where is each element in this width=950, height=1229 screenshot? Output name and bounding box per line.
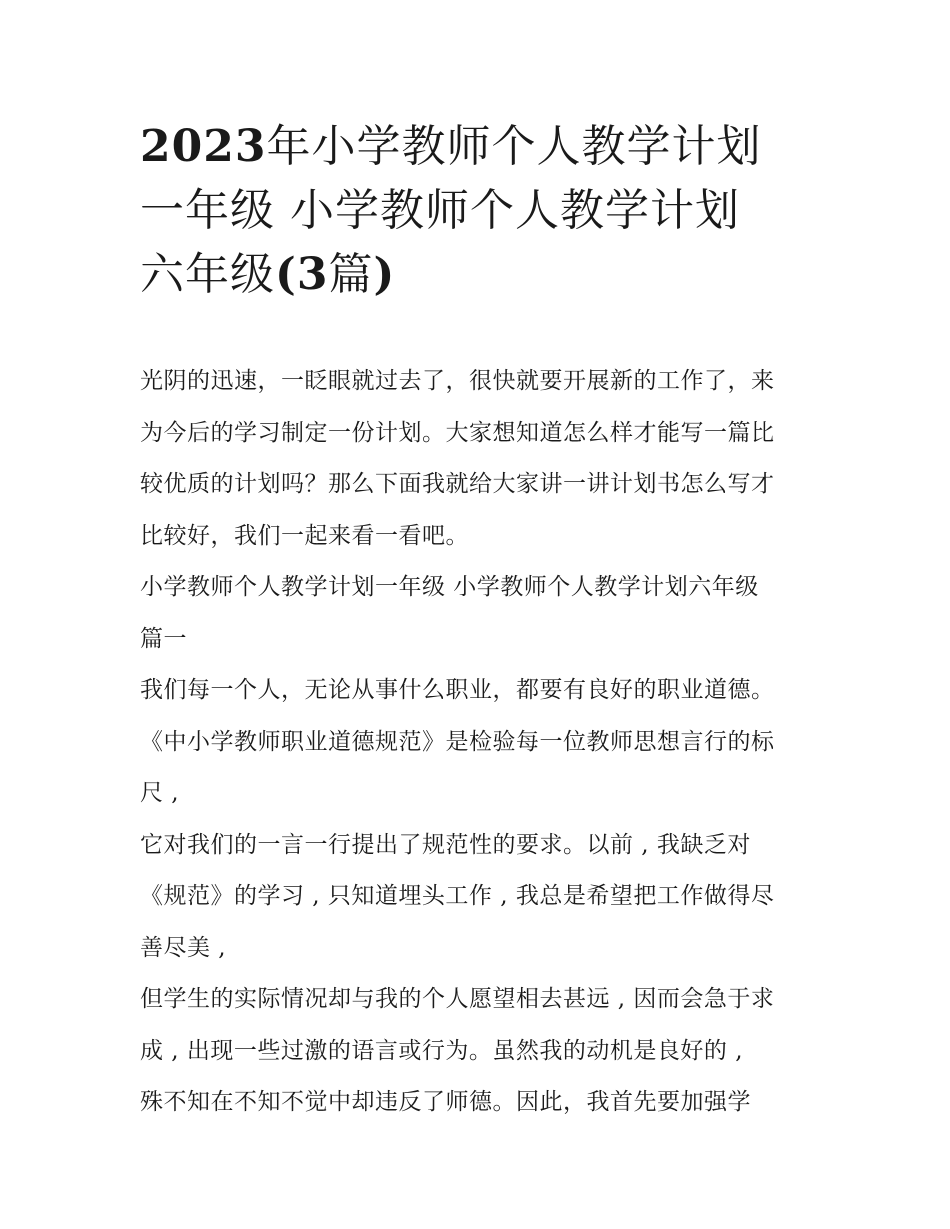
title-line-1 — [140, 115, 820, 179]
document-title — [140, 115, 820, 307]
body-line: 但学生的实际情况却与我的个人愿望相去甚远 , 因而会急于求 — [140, 986, 775, 1012]
body-line: 较优质的计划吗？那么下面我就给大家讲一讲计划书怎么写才 — [140, 471, 775, 497]
body-line: 光阴的迅速，一眨眼就过去了，很快就要开展新的工作了，来 — [140, 368, 775, 394]
body-line: 比较好，我们一起来看一看吧。 — [140, 522, 469, 549]
body-line: 它对我们的一言一行提出了规范性的要求。以前 , 我缺乏对 — [140, 831, 751, 858]
section-heading-cont: 篇一 — [140, 625, 187, 652]
body-line: 《中小学教师职业道德规范》是检验每一位教师思想言行的标 — [140, 728, 775, 755]
title-line-2-text: 一年级 小学教师个人教学计划 — [140, 185, 740, 236]
section-heading: 小学教师个人教学计划一年级 小学教师个人教学计划六年级 — [140, 574, 759, 600]
title-line-3 — [140, 243, 820, 307]
document-body — [140, 356, 830, 1129]
body-line: 为今后的学习制定一份计划。大家想知道怎么样才能写一篇比 — [140, 419, 775, 446]
title-line-3-num: (3 — [275, 249, 329, 300]
title-line-3-mid: 篇 — [328, 249, 374, 300]
body-line: 善尽美 , — [140, 934, 227, 961]
title-line-2 — [140, 179, 820, 243]
body-line: 我们每一个人，无论从事什么职业，都要有良好的职业道德。 — [140, 677, 775, 703]
title-line-1-text: 年小学教师个人教学计划 — [266, 121, 762, 172]
body-line: 殊不知在不知不觉中却违反了师德。因此，我首先要加强学 — [140, 1089, 751, 1115]
title-line-3-close: ) — [373, 249, 396, 300]
title-year: 2023 — [140, 121, 267, 172]
title-line-3-pre: 六年级 — [140, 249, 275, 300]
body-line: 《规范》的学习 , 只知道埋头工作 , 我总是希望把工作做得尽 — [140, 883, 775, 909]
body-line: 尺 , — [140, 780, 180, 806]
body-line: 成 , 出现一些过激的语言或行为。虽然我的动机是良好的 , — [140, 1037, 744, 1064]
